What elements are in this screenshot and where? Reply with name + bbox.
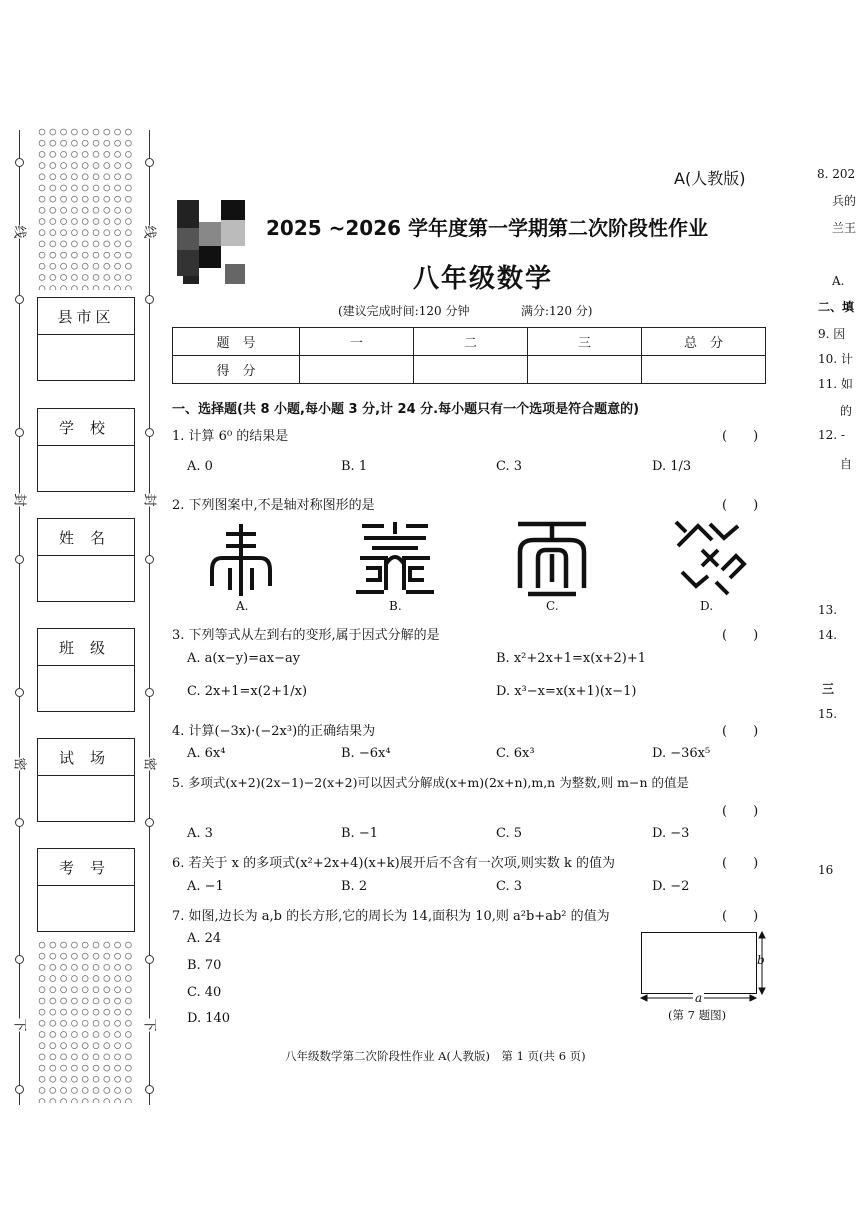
info-box-room[interactable] bbox=[37, 738, 135, 822]
q6-option-a: A. −1 bbox=[187, 879, 224, 894]
figure-option-d bbox=[672, 520, 748, 598]
binding-ring bbox=[15, 688, 24, 697]
q6-option-c: C. 3 bbox=[496, 879, 523, 894]
figure-option-c bbox=[512, 518, 592, 600]
q3-option-d: D. x³−x=x(x+1)(x−1) bbox=[496, 684, 637, 699]
q4-option-d: D. −36x⁵ bbox=[652, 746, 711, 761]
binding-ring bbox=[145, 555, 154, 564]
answer-paren[interactable]: ( ) bbox=[722, 856, 759, 871]
info-box-name[interactable] bbox=[37, 518, 135, 602]
next-page-fragment: 15. bbox=[818, 707, 838, 721]
binding-ring bbox=[145, 688, 154, 697]
info-box-label: 班级 bbox=[38, 629, 134, 666]
binding-char-xian: 线 bbox=[11, 225, 27, 239]
score-table-header: 一 bbox=[300, 328, 414, 356]
binding-char-feng-right: 封 bbox=[141, 493, 157, 507]
binding-ring bbox=[15, 295, 24, 304]
binding-ring bbox=[145, 158, 154, 167]
info-box-class[interactable] bbox=[37, 628, 135, 712]
score-table-header: 二 bbox=[414, 328, 528, 356]
figure-option-a bbox=[206, 520, 276, 600]
q2-option-b: B. bbox=[389, 599, 402, 613]
question-5-stem: 5. 多项式(x+2)(2x−1)−2(x+2)可以因式分解成(x+m)(2x+n),m,n 为整数,则 m−n 的值是 bbox=[172, 775, 689, 790]
binding-char-xian-right: 线 bbox=[141, 225, 157, 239]
score-cell[interactable] bbox=[414, 356, 528, 384]
next-page-fragment: 12. - bbox=[818, 428, 845, 442]
score-row-label: 得 分 bbox=[173, 356, 300, 384]
binding-ring bbox=[145, 955, 154, 964]
q3-option-b: B. x²+2x+1=x(x+2)+1 bbox=[496, 651, 647, 666]
figure-7-label-a: a bbox=[695, 991, 703, 1005]
q2-option-c: C. bbox=[546, 599, 559, 613]
binding-ring bbox=[145, 295, 154, 304]
next-page-fragment: 14. bbox=[818, 628, 838, 642]
q5-option-c: C. 5 bbox=[496, 826, 523, 841]
answer-paren[interactable]: ( ) bbox=[722, 628, 759, 643]
answer-paren[interactable]: ( ) bbox=[722, 498, 759, 513]
answer-paren[interactable]: ( ) bbox=[722, 804, 759, 819]
q5-option-d: D. −3 bbox=[652, 826, 690, 841]
binding-char-xia-right: 下 bbox=[141, 1018, 157, 1032]
info-box-label: 姓名 bbox=[38, 519, 134, 556]
next-page-fragment: 16 bbox=[818, 863, 834, 877]
score-table bbox=[172, 327, 766, 384]
score-cell[interactable] bbox=[528, 356, 642, 384]
time-info: (建议完成时间:120 分钟 bbox=[338, 304, 470, 318]
binding-ring bbox=[15, 428, 24, 437]
q1-option-c: C. 3 bbox=[496, 459, 523, 474]
q7-option-a: A. 24 bbox=[187, 931, 222, 946]
q7-option-c: C. 40 bbox=[187, 985, 222, 1000]
next-page-fragment: 11. 如 bbox=[818, 377, 853, 391]
qr-code-blurred bbox=[175, 198, 247, 286]
q7-option-b: B. 70 bbox=[187, 958, 222, 973]
q2-option-a: A. bbox=[236, 599, 249, 613]
binding-ring bbox=[145, 818, 154, 827]
q1-option-d: D. 1/3 bbox=[652, 459, 692, 474]
q1-option-b: B. 1 bbox=[341, 459, 368, 474]
score-table-header: 题 号 bbox=[173, 328, 300, 356]
binding-ring bbox=[15, 1085, 24, 1094]
binding-ring bbox=[145, 428, 154, 437]
binding-char-feng: 封 bbox=[11, 493, 27, 507]
question-2-stem: 2. 下列图案中,不是轴对称图形的是 bbox=[172, 498, 375, 513]
q7-option-d: D. 140 bbox=[187, 1011, 231, 1026]
binding-ring bbox=[15, 818, 24, 827]
score-table-header: 三 bbox=[528, 328, 642, 356]
question-7-stem: 7. 如图,边长为 a,b 的长方形,它的周长为 14,面积为 10,则 a²b+ab² 的值为 bbox=[172, 909, 610, 924]
next-page-fragment: 8. 202 bbox=[817, 167, 856, 181]
answer-paren[interactable]: ( ) bbox=[722, 724, 759, 739]
score-cell[interactable] bbox=[300, 356, 414, 384]
question-6-stem: 6. 若关于 x 的多项式(x²+2x+4)(x+k)展开后不含有一次项,则实数 k 的值为 bbox=[172, 856, 615, 871]
info-box-exam-number[interactable] bbox=[37, 848, 135, 932]
info-box-label: 学校 bbox=[38, 409, 134, 446]
q6-option-b: B. 2 bbox=[341, 879, 368, 894]
binding-ring bbox=[15, 555, 24, 564]
binding-char-mi: 密 bbox=[11, 757, 27, 771]
next-page-fragment: 自 bbox=[840, 457, 853, 471]
binding-ring bbox=[15, 158, 24, 167]
subject-title: 八年级数学 bbox=[413, 264, 554, 294]
q4-option-b: B. −6x⁴ bbox=[341, 746, 391, 761]
next-page-fragment: 二、填 bbox=[818, 300, 855, 314]
next-page-fragment: 9. 因 bbox=[818, 327, 846, 341]
next-page-fragment: 10. 计 bbox=[818, 352, 853, 366]
q3-option-c: C. 2x+1=x(2+1/x) bbox=[187, 684, 308, 699]
next-page-fragment: 兰王 bbox=[832, 221, 857, 235]
figure-option-b bbox=[354, 520, 436, 600]
q3-option-a: A. a(x−y)=ax−ay bbox=[187, 651, 301, 666]
next-page-fragment: 13. bbox=[818, 603, 838, 617]
answer-paren[interactable]: ( ) bbox=[722, 909, 759, 924]
binding-char-xia: 下 bbox=[11, 1018, 27, 1032]
dot-pattern-bottom bbox=[37, 940, 135, 1103]
section1-title: 一、选择题(共 8 小题,每小题 3 分,计 24 分.每小题只有一个选项是符合题意的) bbox=[172, 402, 640, 417]
answer-paren[interactable]: ( ) bbox=[722, 429, 759, 444]
score-table-header: 总 分 bbox=[642, 328, 766, 356]
figure-7-label-b: b bbox=[757, 953, 765, 967]
info-box-school[interactable] bbox=[37, 408, 135, 492]
page-footer: 八年级数学第二次阶段性作业 A(人教版) 第 1 页(共 6 页) bbox=[285, 1049, 586, 1063]
edition-label: A(人教版) bbox=[674, 169, 746, 188]
dot-pattern-top bbox=[37, 127, 135, 290]
q4-option-a: A. 6x⁴ bbox=[187, 746, 226, 761]
figure-7-caption: (第 7 题图) bbox=[668, 1008, 727, 1022]
info-box-label: 考号 bbox=[38, 849, 134, 886]
exam-title: 2025 ~2026 学年度第一学期第二次阶段性作业 bbox=[266, 216, 709, 240]
binding-ring bbox=[145, 1085, 154, 1094]
next-page-fragment: 的 bbox=[840, 404, 853, 418]
q6-option-d: D. −2 bbox=[652, 879, 690, 894]
question-4-stem: 4. 计算(−3x)·(−2x³)的正确结果为 bbox=[172, 724, 376, 739]
binding-char-mi-right: 密 bbox=[141, 757, 157, 771]
q2-option-d: D. bbox=[700, 599, 714, 613]
info-box-label: 县市区 bbox=[38, 298, 134, 335]
score-info: 满分:120 分) bbox=[521, 304, 593, 318]
next-page-fragment: A. bbox=[832, 274, 845, 288]
q1-option-a: A. 0 bbox=[187, 459, 213, 474]
question-3-stem: 3. 下列等式从左到右的变形,属于因式分解的是 bbox=[172, 628, 440, 643]
q5-option-b: B. −1 bbox=[341, 826, 378, 841]
info-box-label: 试场 bbox=[38, 739, 134, 776]
next-page-fragment: 兵的 bbox=[832, 194, 857, 208]
next-page-fragment: 三 bbox=[822, 682, 835, 696]
binding-ring bbox=[15, 955, 24, 964]
q5-option-a: A. 3 bbox=[187, 826, 213, 841]
question-1-stem: 1. 计算 6⁰ 的结果是 bbox=[172, 429, 289, 444]
info-box-county[interactable] bbox=[37, 297, 135, 381]
score-cell[interactable] bbox=[642, 356, 766, 384]
q4-option-c: C. 6x³ bbox=[496, 746, 535, 761]
